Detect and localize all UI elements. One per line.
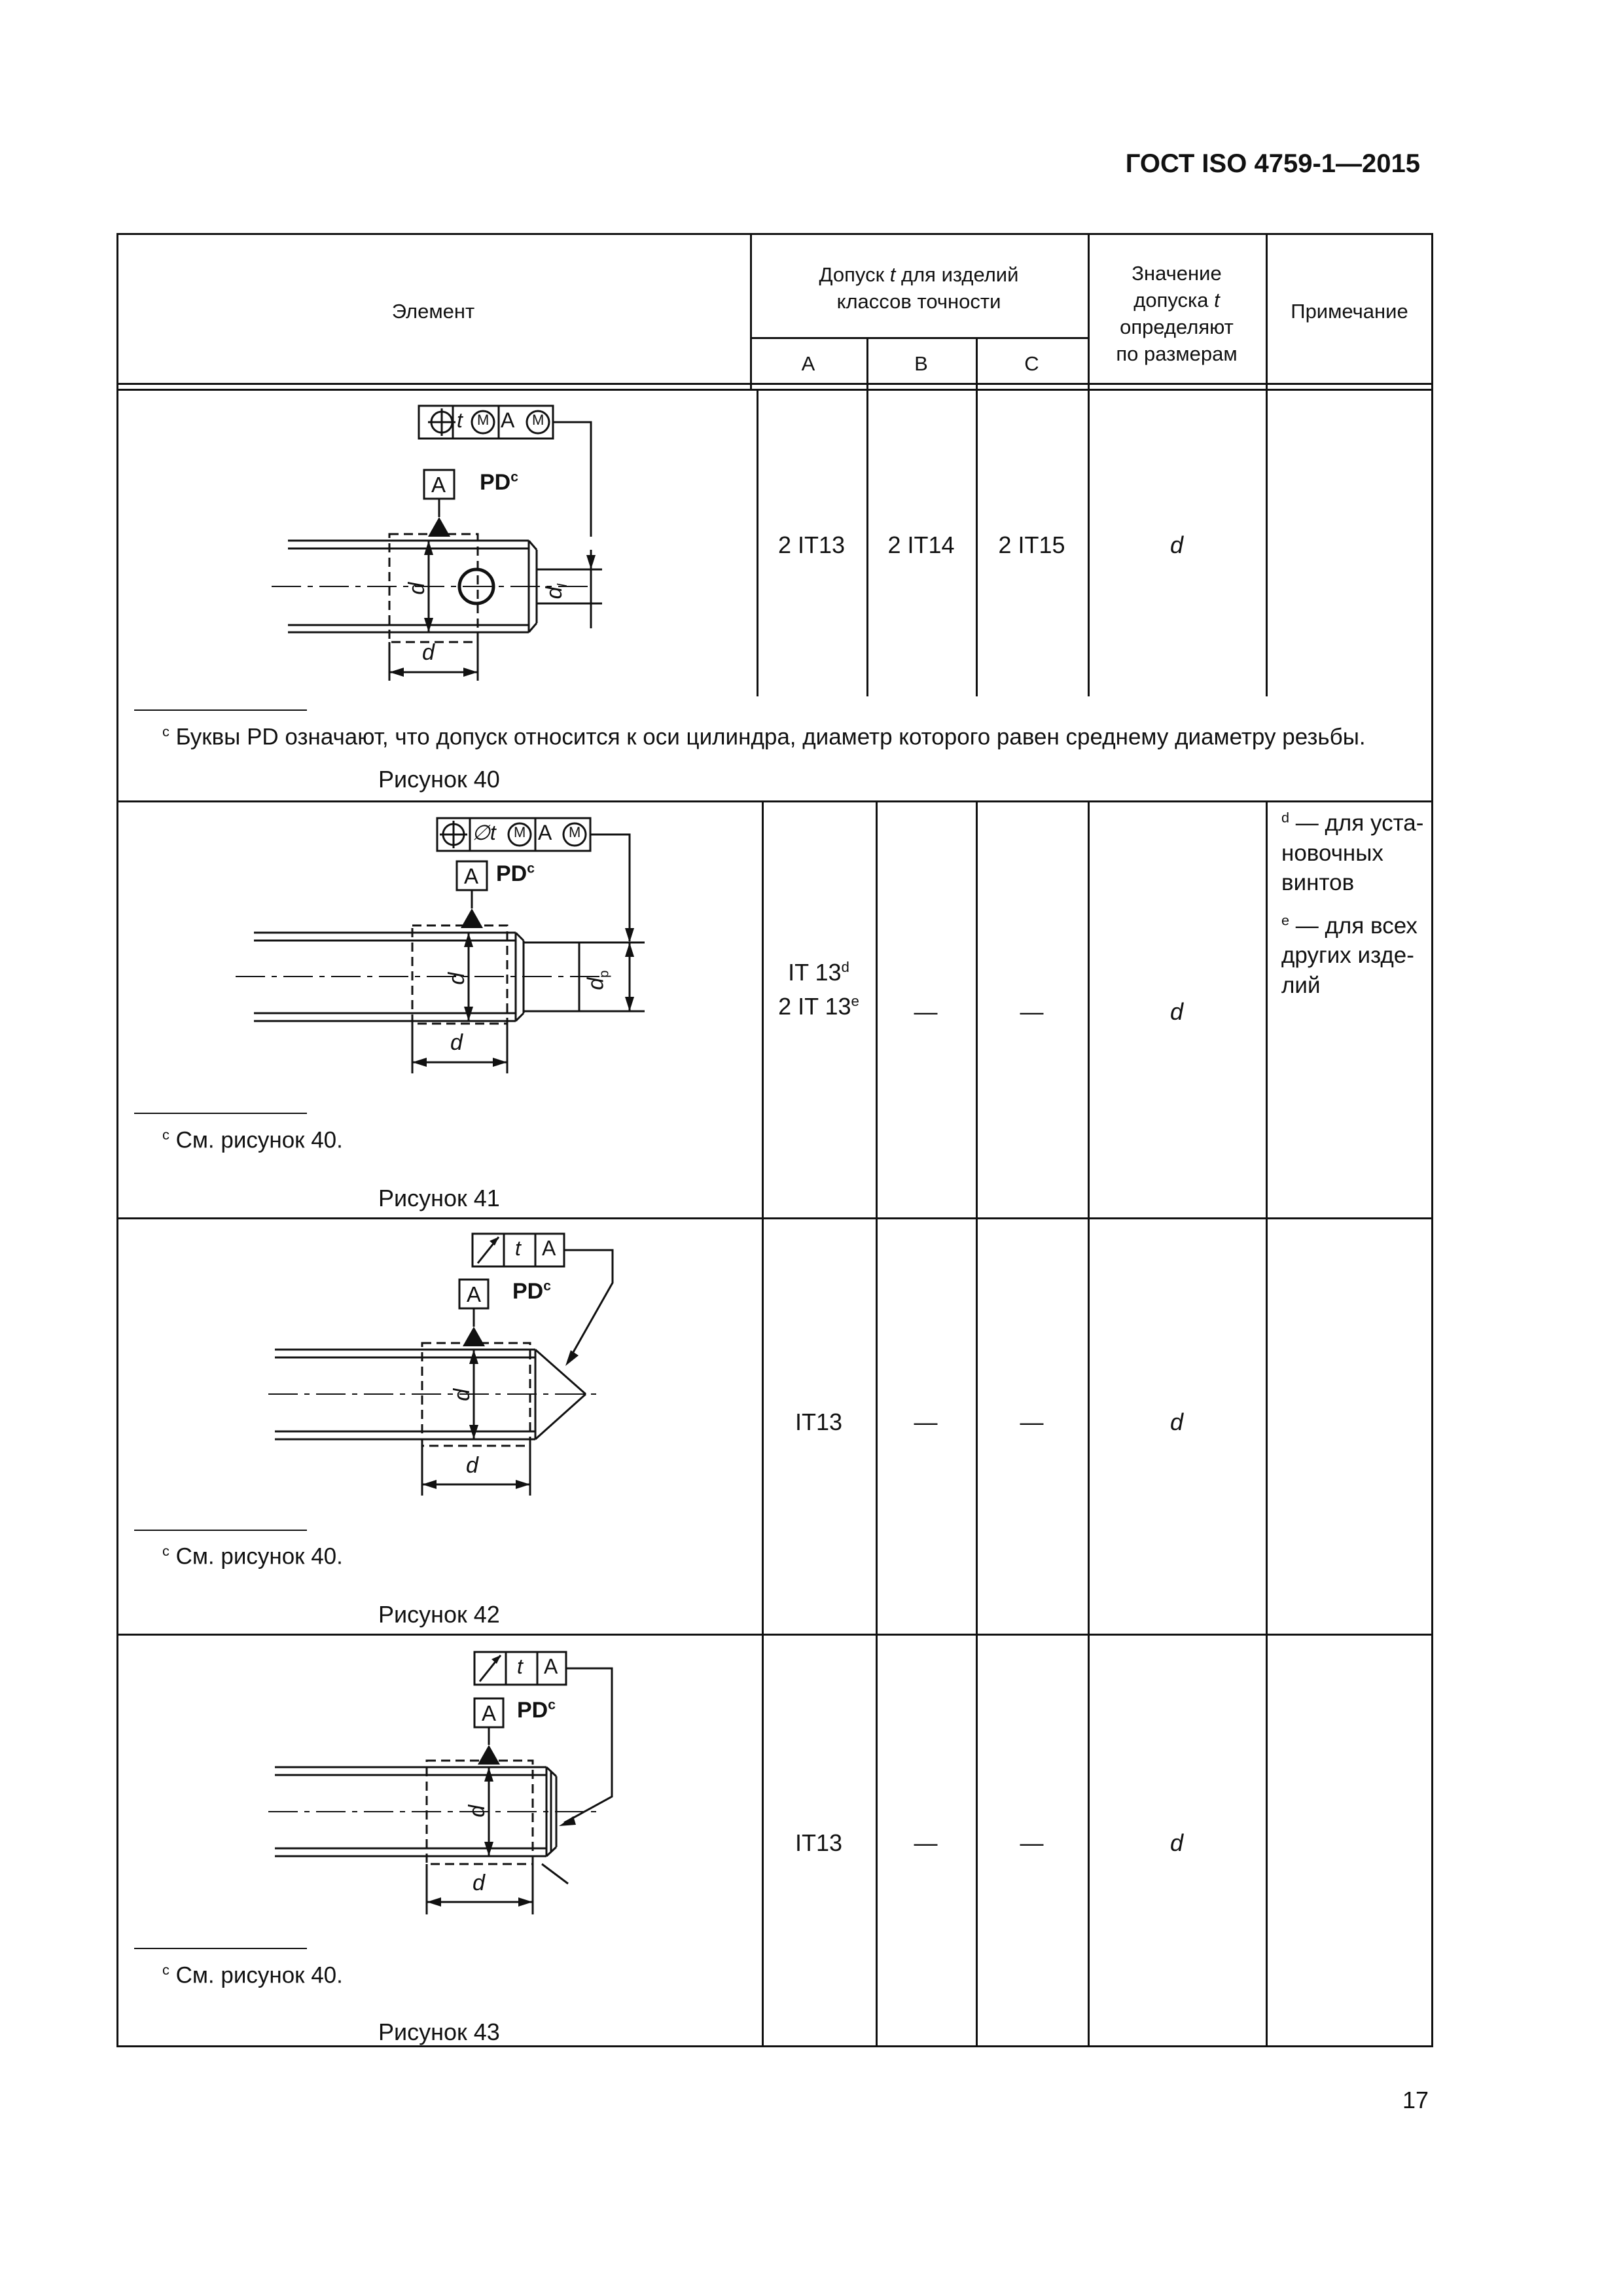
r40-class-b: 2 IT14 <box>887 531 955 558</box>
r42-figure-caption: Рисунок 42 <box>378 1601 500 1628</box>
r42-value: d <box>1169 1408 1184 1435</box>
r40-frame-m2: M <box>532 412 544 428</box>
r41-value: d <box>1169 998 1184 1025</box>
r43-pd-label: $PD^c$ <box>517 1697 556 1723</box>
r41-class-a: IT 13$^d$ 2 IT 13e <box>778 959 859 1020</box>
r42-pd-label: $PD^c$ <box>512 1278 551 1304</box>
header-tolerance: Допуск t для изделий классов точности <box>819 263 1019 313</box>
standard-designation: ГОСТ ISO 4759-1—2015 <box>1125 149 1420 178</box>
r41-dim-d: d <box>450 1030 463 1055</box>
r43-dim-d-vertical: d <box>465 1804 490 1818</box>
r41-figure-caption: Рисунок 41 <box>378 1185 500 1211</box>
r41-frame-datum: A <box>538 821 552 844</box>
r42-class-a: IT13 <box>794 1408 843 1435</box>
r40-class-a: 2 IT13 <box>777 531 846 558</box>
r43-dim-d: d <box>473 1871 485 1895</box>
header-class-a: A <box>801 352 815 375</box>
r40-dim-d: d <box>422 640 435 665</box>
r41-frame-m1: M <box>514 824 526 840</box>
r40-figure-caption: Рисунок 40 <box>378 766 500 793</box>
header-value: Значение допуска t определяют по размерам <box>1116 262 1238 365</box>
r42-frame-t: t <box>515 1236 521 1260</box>
r41-note-e: $^e$ — для всех других изде-лий <box>1281 911 1418 998</box>
header-class-b: B <box>914 352 928 375</box>
r42-footnote: $^c$ См. рисунок 40. <box>162 1543 343 1570</box>
r42-dim-d-vertical: d <box>450 1388 475 1401</box>
r41-dim-d-vertical: d <box>444 972 470 985</box>
r42-dim-d: d <box>466 1453 478 1478</box>
r40-frame-datum: A <box>501 408 515 432</box>
r41-frame-dia-t: ∅t <box>472 821 496 844</box>
header-note: Примечание <box>1291 300 1408 323</box>
r41-class-b: — <box>914 998 938 1025</box>
r40-value: d <box>1169 531 1184 558</box>
r43-class-a: IT13 <box>794 1829 843 1856</box>
header-element: Элемент <box>391 300 475 323</box>
r43-figure-caption: Рисунок 43 <box>378 2018 500 2045</box>
r42-datum-letter: A <box>467 1282 482 1306</box>
r41-class-c: — <box>1020 998 1044 1025</box>
r42-class-b: — <box>914 1408 938 1435</box>
r43-frame-t: t <box>517 1655 523 1678</box>
r43-class-c: — <box>1020 1829 1044 1856</box>
r40-datum-letter: A <box>431 473 446 497</box>
r41-footnote: $^c$ См. рисунок 40. <box>162 1126 343 1153</box>
r40-frame-m1: M <box>477 412 490 428</box>
r43-datum-letter: A <box>482 1701 497 1725</box>
r43-class-b: — <box>914 1829 938 1856</box>
r43-frame-datum: A <box>544 1655 558 1678</box>
r43-value: d <box>1169 1829 1184 1856</box>
r41-note-d: $^d$ — для уста-новочных винтов <box>1281 809 1424 895</box>
r41-frame-m2: M <box>569 824 581 840</box>
r40-dim-dl: $d_l$ <box>542 583 570 600</box>
r40-dim-d-vertical: d <box>404 582 430 595</box>
r40-frame-t: t <box>457 408 463 432</box>
r42-class-c: — <box>1020 1408 1044 1435</box>
r40-class-c: 2 IT15 <box>998 531 1065 558</box>
r41-dim-dp: $d_p$ <box>583 970 612 990</box>
r41-pd-label: $PD^c$ <box>496 861 535 886</box>
page-number: 17 <box>1402 2087 1429 2113</box>
r40-pd-label: $PD^c$ <box>480 469 518 495</box>
r43-footnote: $^c$ См. рисунок 40. <box>162 1962 343 1988</box>
r40-footnote: $^c$ Буквы PD означают, что допуск относится к оси цилиндра, диаметр которого равен среднему диаметру резьбы. <box>162 723 1366 750</box>
r41-datum-letter: A <box>464 864 479 888</box>
header-class-c: C <box>1024 352 1039 375</box>
r42-frame-datum: A <box>542 1236 556 1260</box>
